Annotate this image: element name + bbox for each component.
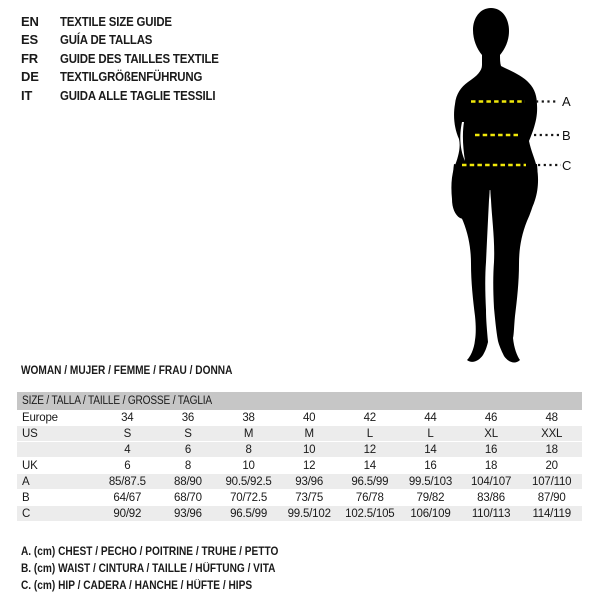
size-cell: 104/107: [470, 476, 512, 488]
size-cell: 10: [242, 460, 255, 472]
size-table-row-europe: [17, 410, 582, 426]
size-cell: M: [304, 428, 314, 440]
row-label: A: [22, 476, 30, 488]
size-cell: 102.5/105: [345, 508, 395, 520]
size-cell: 107/110: [532, 476, 572, 488]
legend-line-hip: [21, 578, 313, 595]
size-cell: 16: [484, 444, 498, 456]
language-label: GUÍA DE TALLAS: [60, 32, 153, 48]
size-cell: 106/109: [410, 508, 451, 520]
size-cell: 99.5/102: [287, 508, 331, 520]
row-label: UK: [22, 460, 38, 472]
legend-text: B. (cm) WAIST / CINTURA / TAILLE / HÜFTUNG / VITA: [21, 563, 276, 576]
language-label: GUIDE DES TAILLES TEXTILE: [60, 50, 219, 66]
woman-figure: [425, 0, 600, 375]
size-cell: 8: [245, 444, 252, 456]
legend-text: A. (cm) CHEST / PECHO / POITRINE / TRUHE / PETTO: [21, 546, 279, 558]
size-cell: 70/72.5: [230, 492, 268, 504]
language-row-en: [21, 13, 240, 31]
size-cell: L: [366, 428, 373, 440]
size-cell: 4: [124, 444, 131, 456]
hip-measure-label: C: [562, 158, 572, 173]
size-cell: 18: [484, 460, 498, 472]
row-label: [17, 442, 97, 458]
language-code: FR: [21, 50, 38, 66]
size-cell: S: [184, 428, 192, 440]
chest-measure-label: A: [562, 94, 571, 109]
size-cell: 68/70: [174, 492, 202, 504]
table-group-title: [21, 365, 261, 377]
size-table-header-text: SIZE / TALLA / TAILLE / GRÖSSE / TAGLIA: [22, 395, 212, 407]
size-cell: 110/113: [471, 508, 511, 520]
legend-text: C. (cm) HIP / CADERA / HANCHE / HÜFTE / HIPS: [21, 580, 253, 593]
size-cell: M: [243, 428, 254, 440]
size-cell: 93/96: [295, 476, 324, 488]
size-table-header: [17, 392, 582, 410]
size-cell: 44: [424, 412, 437, 424]
size-cell: 88/90: [174, 476, 202, 488]
size-cell: XXL: [541, 428, 563, 440]
size-cell: 18: [545, 444, 558, 456]
size-cell: 83/86: [477, 492, 505, 504]
size-cell: 14: [363, 460, 377, 472]
language-label: TEXTILGRÖßENFÜHRUNG: [60, 69, 203, 85]
language-label: GUIDA ALLE TAGLIE TESSILI: [60, 87, 216, 103]
size-cell: 38: [242, 412, 255, 424]
size-cell: 10: [302, 444, 316, 456]
size-cell: 12: [363, 444, 377, 456]
size-cell: 48: [545, 412, 558, 424]
row-label: B: [22, 492, 30, 504]
measurement-legend: [21, 544, 313, 596]
legend-line-chest: [21, 544, 313, 561]
size-cell: 79/82: [416, 492, 445, 504]
size-cell: 14: [424, 444, 437, 456]
size-cell: 12: [302, 460, 316, 472]
size-cell: 34: [121, 412, 134, 424]
size-cell: 87/90: [537, 492, 566, 504]
size-cell: 36: [181, 412, 195, 424]
size-cell: 40: [302, 412, 316, 424]
silhouette-legs: [453, 164, 538, 363]
size-cell: 76/78: [355, 492, 384, 504]
row-label: C: [22, 508, 31, 520]
table-group-title-text: WOMAN / MUJER / FEMME / FRAU / DONNA: [21, 365, 233, 377]
size-table-row-us: [17, 426, 582, 442]
size-table-row-us-numeric: [17, 442, 582, 458]
size-cell: 6: [184, 444, 192, 456]
size-cell: L: [427, 428, 434, 440]
size-cell: 6: [124, 460, 131, 472]
size-cell: 16: [424, 460, 437, 472]
woman-silhouette-icon: [425, 0, 600, 375]
size-cell: 8: [184, 460, 192, 472]
size-table-body: [17, 410, 582, 522]
size-table-row-a: [17, 474, 582, 490]
size-table-row-c: [17, 506, 582, 522]
size-cell: 20: [545, 460, 558, 472]
size-table-row-uk: [17, 458, 582, 474]
size-cell: 96.5/99: [230, 508, 268, 520]
size-cell: 99.5/103: [408, 476, 453, 488]
size-table: [17, 392, 582, 522]
size-cell: 93/96: [174, 508, 202, 520]
size-cell: 90.5/92.5: [225, 476, 272, 488]
size-cell: 46: [484, 412, 498, 424]
size-cell: 64/67: [113, 492, 142, 504]
language-code: DE: [21, 69, 39, 85]
size-cell: 42: [363, 412, 377, 424]
size-table-row-b: [17, 490, 582, 506]
size-cell: XL: [484, 428, 498, 440]
language-row-es: [21, 31, 240, 49]
size-cell: 73/75: [295, 492, 324, 504]
row-label: Europe: [22, 412, 58, 424]
language-row-it: [21, 87, 240, 105]
size-cell: 96.5/99: [351, 476, 389, 488]
language-code: ES: [21, 32, 38, 48]
language-code: IT: [21, 87, 33, 103]
language-row-de: [21, 68, 240, 86]
size-cell: 114/119: [532, 508, 571, 520]
waist-measure-label: B: [562, 128, 571, 143]
legend-line-waist: [21, 561, 313, 578]
language-row-fr: [21, 50, 240, 68]
size-cell: 85/87.5: [108, 476, 146, 488]
language-list: [21, 13, 240, 105]
size-cell: S: [123, 428, 132, 440]
row-label: US: [22, 428, 38, 440]
language-code: EN: [21, 14, 39, 29]
size-cell: 90/92: [113, 508, 142, 520]
language-label: TEXTILE SIZE GUIDE: [60, 14, 172, 29]
